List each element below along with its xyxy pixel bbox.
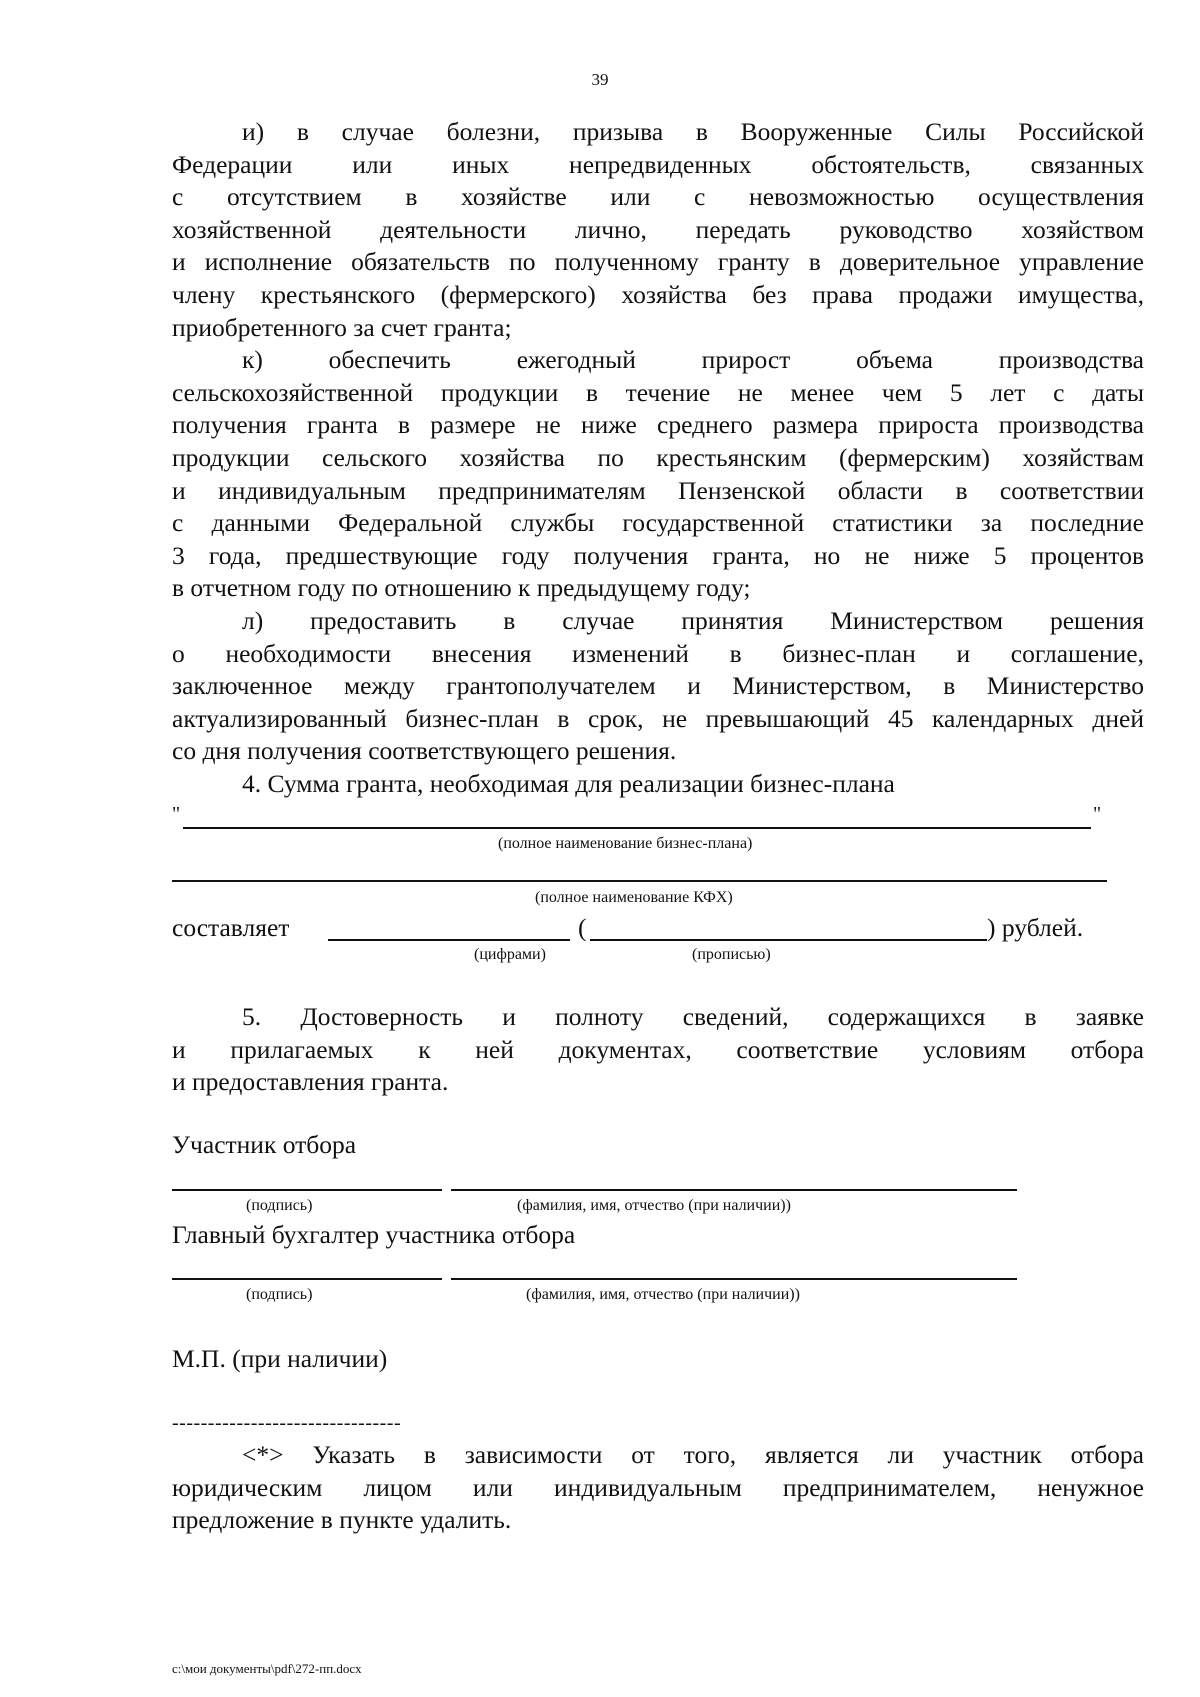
text-line: сельскохозяйственной продукции в течение не менее чем 5 лет с даты xyxy=(172,377,1144,407)
plan-name-line xyxy=(183,827,1091,829)
text-line: 3 года, предшествующие году получения гранта, но не ниже 5 процентов xyxy=(172,540,1144,570)
item4-text: 4. Сумма гранта, необходимая для реализации бизнес-плана xyxy=(242,768,895,798)
stamp-label: М.П. (при наличии) xyxy=(172,1344,388,1373)
amount-prefix: составляет xyxy=(172,913,290,942)
text-line: и индивидуальным предпринимателям Пензенской области в соответствии xyxy=(172,475,1144,505)
text-line: к) обеспечить ежегодный прирост объема производства xyxy=(242,345,1144,375)
amount-suffix: ) рублей. xyxy=(987,913,1084,942)
kfh-name-line xyxy=(172,880,1107,882)
text-line: <*> Указать в зависимости от того, является ли участник отбора xyxy=(242,1440,1144,1469)
participant-name-line xyxy=(451,1189,1017,1191)
text-line: члену крестьянского (фермерского) хозяйства без права продажи имущества, xyxy=(172,279,1144,309)
participant-name-caption: (фамилия, имя, отчество (при наличии)) xyxy=(517,1197,791,1214)
page-number: 39 xyxy=(591,70,609,89)
text-line: заключенное между грантополучателем и Министерством, в Министерство xyxy=(172,671,1144,701)
text-line: юридическим лицом или индивидуальным предпринимателем, ненужное xyxy=(172,1472,1144,1502)
footnote-separator: -------------------------------- xyxy=(172,1412,402,1434)
amount-digits-line xyxy=(328,939,570,941)
text-line: о необходимости внесения изменений в бизнес-план и соглашение, xyxy=(172,638,1144,668)
text-line: хозяйственной деятельности лично, передать руководство хозяйством xyxy=(172,214,1144,244)
footer-file-path: c:\мои документы\pdf\272-пп.docx xyxy=(172,1661,362,1676)
digits-caption: (цифрами) xyxy=(474,946,546,963)
text-line: продукции сельского хозяйства по крестьянским (фермерским) хозяйствам xyxy=(172,442,1144,472)
accountant-name-caption: (фамилия, имя, отчество (при наличии)) xyxy=(526,1286,800,1303)
accountant-name-line xyxy=(451,1278,1017,1280)
quote-open: " xyxy=(172,803,181,825)
accountant-sign-line xyxy=(172,1278,442,1280)
text-line: и) в случае болезни, призыва в Вооруженные Силы Российской xyxy=(242,117,1144,146)
paragraph-i xyxy=(172,116,1144,800)
text-line: предложение в пункте удалить. xyxy=(172,1505,512,1535)
amount-words-line xyxy=(590,939,987,941)
text-line: Федерации или иных непредвиденных обстоятельств, связанных xyxy=(172,149,1144,179)
paragraph-5 xyxy=(172,1001,1144,1099)
kfh-name-caption: (полное наименование КФХ) xyxy=(535,889,733,906)
text-line: с отсутствием в хозяйстве или с невозможностью осуществления xyxy=(172,182,1144,212)
participant-label: Участник отбора xyxy=(172,1130,357,1159)
quote-close: " xyxy=(1093,803,1102,825)
text-line: актуализированный бизнес-план в срок, не превышающий 45 календарных дней xyxy=(172,703,1144,733)
accountant-sign-caption: (подпись) xyxy=(246,1286,313,1303)
text-line: в отчетном году по отношению к предыдущему году; xyxy=(172,573,751,603)
plan-name-caption: (полное наименование бизнес-плана) xyxy=(498,835,753,852)
text-line: и предоставления гранта. xyxy=(172,1067,449,1097)
text-line: л) предоставить в случае принятия Министерством решения xyxy=(242,605,1144,635)
participant-sign-line xyxy=(172,1189,442,1191)
paren-open: ( xyxy=(578,913,587,942)
text-line: и прилагаемых к ней документах, соответствие условиям отбора xyxy=(172,1034,1144,1064)
words-caption: (прописью) xyxy=(692,946,771,963)
text-line: получения гранта в размере не ниже среднего размера прироста производства xyxy=(172,410,1144,440)
text-line: и исполнение обязательств по полученному гранту в доверительное управление xyxy=(172,247,1144,277)
footnote xyxy=(172,1439,1144,1537)
participant-sign-caption: (подпись) xyxy=(246,1197,313,1214)
text-line: приобретенного за счет гранта; xyxy=(172,312,512,342)
accountant-label: Главный бухгалтер участника отбора xyxy=(172,1220,576,1249)
text-line: с данными Федеральной службы государственной статистики за последние xyxy=(172,508,1144,538)
text-line: 5. Достоверность и полноту сведений, содержащихся в заявке xyxy=(242,1002,1144,1031)
text-line: со дня получения соответствующего решения. xyxy=(172,736,677,766)
